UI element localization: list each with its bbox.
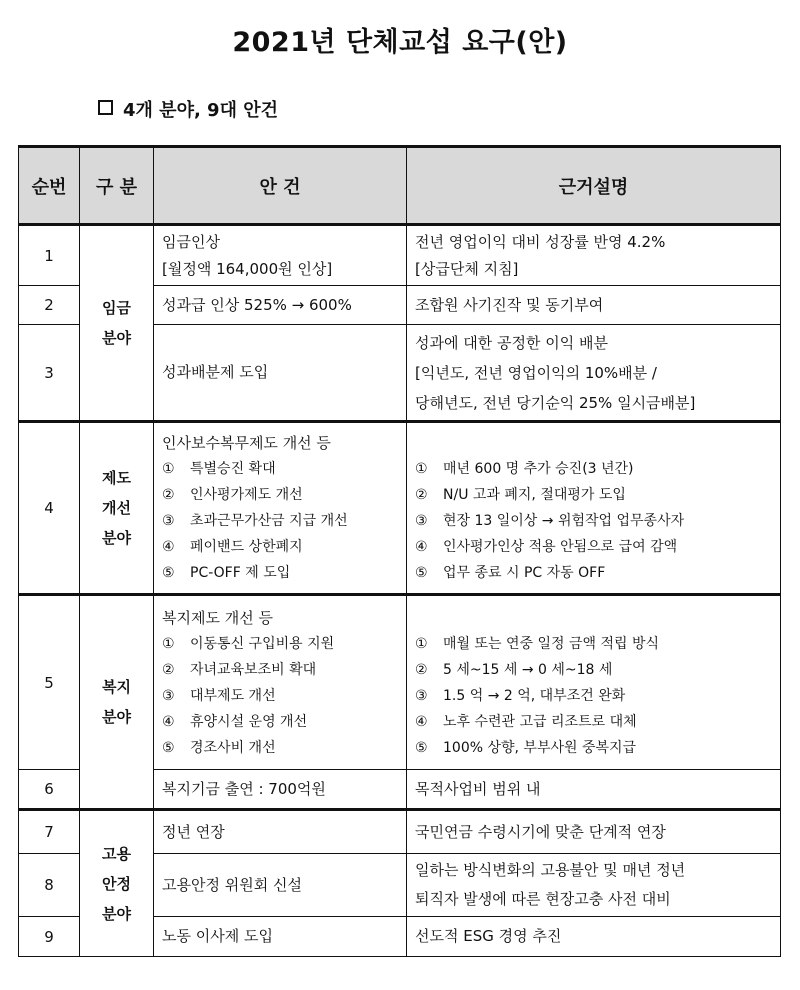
basis-cell: 선도적 ESG 경영 추진 <box>407 917 781 957</box>
row-number: 4 <box>19 422 80 595</box>
agenda-cell: 복지기금 출연 : 700억원 <box>154 770 407 810</box>
basis-cell: 국민연금 수령시기에 맞춘 단계적 연장 <box>407 810 781 854</box>
row-number: 7 <box>19 810 80 854</box>
header-no: 순번 <box>19 147 80 225</box>
basis-cell: 전년 영업이익 대비 성장률 반영 4.2% [상급단체 지침] <box>407 225 781 286</box>
row-number: 5 <box>19 595 80 770</box>
basis-cell: ① 매년 600 명 추가 승진(3 년간) ② N/U 고과 폐지, 절대평가 도입 ③ 현장 13 일이상 → 위험작업 업무종사자 ④ 인사평가인상 적용 안됨으로 급여 감액 ⑤ 업무 종료 시 PC 자동 OFF <box>407 422 781 595</box>
agenda-cell: 노동 이사제 도입 <box>154 917 407 957</box>
basis-cell: 성과에 대한 공정한 이익 배분 [익년도, 전년 영업이익의 10%배분 / 당해년도, 전년 당기순익 25% 일시금배분] <box>407 325 781 422</box>
section-subtitle <box>98 96 278 122</box>
row-number: 2 <box>19 286 80 325</box>
agenda-cell: 인사보수복무제도 개선 등 ① 특별승진 확대 ② 인사평가제도 개선 ③ 초과근무가산금 지급 개선 ④ 페이밴드 상한폐지 ⑤ PC-OFF 제 도입 <box>154 422 407 595</box>
row-number: 9 <box>19 917 80 957</box>
header-basis: 근거설명 <box>407 147 781 225</box>
subtitle-text: 4개 분야, 9대 안건 <box>123 100 279 121</box>
basis-cell: 조합원 사기진작 및 동기부여 <box>407 286 781 325</box>
agenda-cell: 성과배분제 도입 <box>154 325 407 422</box>
agenda-cell: 복지제도 개선 등 ① 이동통신 구입비용 지원 ② 자녀교육보조비 확대 ③ 대부제도 개선 ④ 휴양시설 운영 개선 ⑤ 경조사비 개선 <box>154 595 407 770</box>
basis-cell: 목적사업비 범위 내 <box>407 770 781 810</box>
checkbox-square-icon <box>98 100 113 115</box>
bargaining-table <box>18 145 781 957</box>
agenda-cell: 임금인상 [월정액 164,000원 인상] <box>154 225 407 286</box>
agenda-cell: 정년 연장 <box>154 810 407 854</box>
category-system: 제도 개선 분야 <box>80 422 154 595</box>
basis-cell: 일하는 방식변화의 고용불안 및 매년 정년 퇴직자 발생에 따른 현장고충 사전 대비 <box>407 854 781 917</box>
table-row <box>19 595 781 770</box>
row-number: 1 <box>19 225 80 286</box>
agenda-cell: 고용안정 위원회 신설 <box>154 854 407 917</box>
category-welfare: 복지 분야 <box>80 595 154 810</box>
row-number: 8 <box>19 854 80 917</box>
row-number: 6 <box>19 770 80 810</box>
row-number: 3 <box>19 325 80 422</box>
category-wage: 임금 분야 <box>80 225 154 422</box>
category-employment: 고용 안정 분야 <box>80 810 154 957</box>
agenda-cell: 성과급 인상 525% → 600% <box>154 286 407 325</box>
page-title: 2021년 단체교섭 요구(안) <box>232 27 568 58</box>
table-row <box>19 225 781 286</box>
table-row <box>19 422 781 595</box>
table-row <box>19 810 781 854</box>
basis-cell: ① 매월 또는 연중 일정 금액 적립 방식 ② 5 세~15 세 → 0 세~18 세 ③ 1.5 억 → 2 억, 대부조건 완화 ④ 노후 수련관 고급 리조트로 대체 ⑤ 100% 상향, 부부사원 중복지급 <box>407 595 781 770</box>
header-agenda: 안 건 <box>154 147 407 225</box>
header-category: 구 분 <box>80 147 154 225</box>
